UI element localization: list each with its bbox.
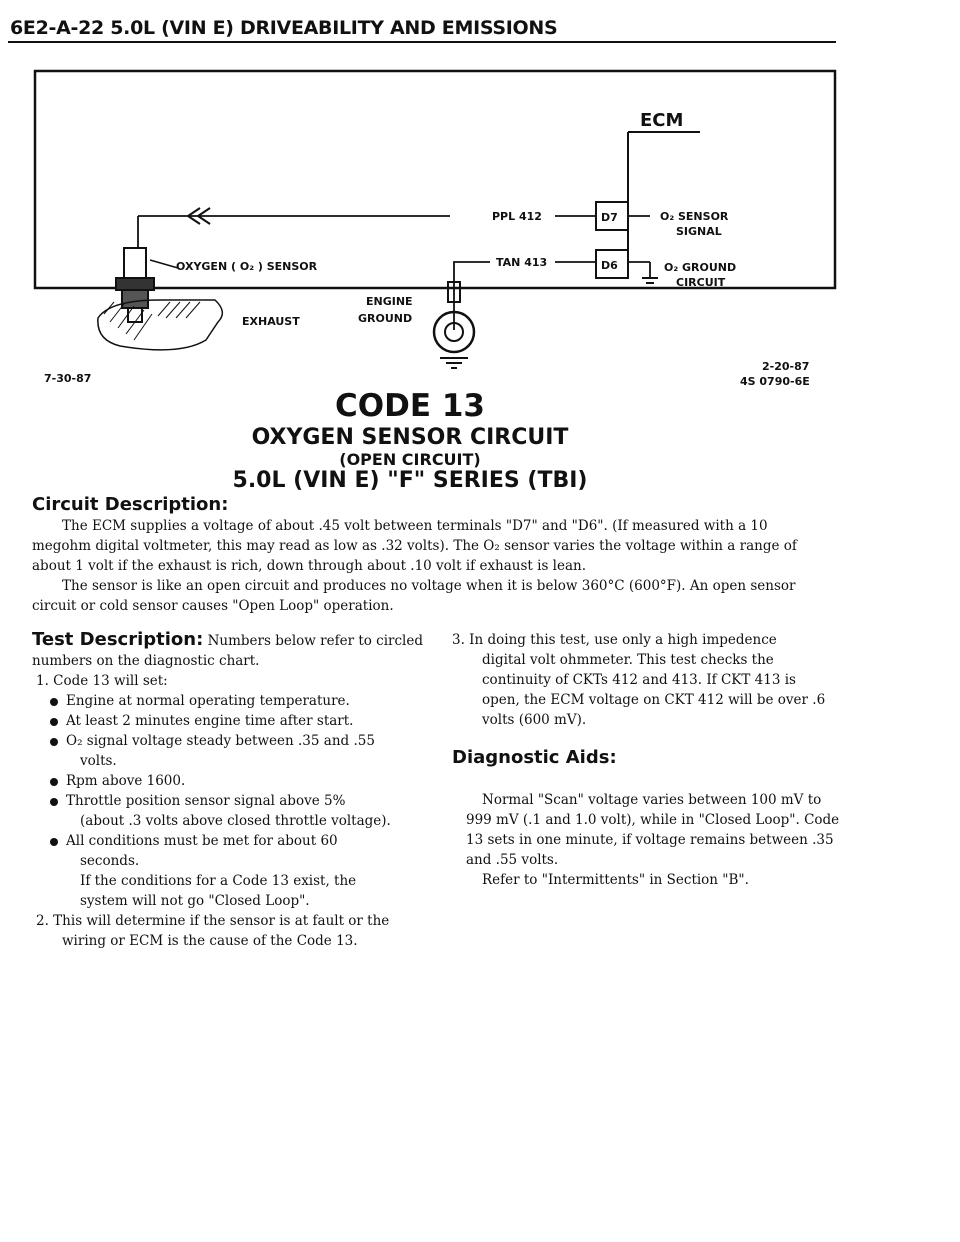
o2-signal-label-1: O₂ SENSOR <box>660 210 729 223</box>
exhaust-label: EXHAUST <box>242 315 300 328</box>
circuit-line: The sensor is like an open circuit and produces no voltage when it is below 360°C (600°F). An open sensor <box>62 578 796 594</box>
test-item-3: volts (600 mV). <box>482 712 587 728</box>
test-intro-text: Numbers below refer to circled <box>207 633 424 649</box>
bullet-icon <box>50 838 58 846</box>
o2-signal-label-2: SIGNAL <box>676 225 722 238</box>
wiring-diagram <box>0 0 960 400</box>
page-header-title: 6E2-A-22 5.0L (VIN E) DRIVEABILITY AND EMISSIONS <box>10 17 558 39</box>
wire-ppl-412-label: PPL 412 <box>492 210 542 223</box>
diagnostic-aids-text: and .55 volts. <box>466 852 559 868</box>
o2-ground-label-1: O₂ GROUND <box>664 261 737 274</box>
diagnostic-aids-text: Normal "Scan" voltage varies between 100 mV to <box>482 792 822 808</box>
wire-tan-413-label: TAN 413 <box>496 256 548 269</box>
right-column <box>452 630 872 890</box>
engine-ground-label-1: ENGINE <box>366 295 413 308</box>
test-bullet: Engine at normal operating temperature. <box>66 693 350 709</box>
diagnostic-aids-heading: Diagnostic Aids: <box>452 747 617 768</box>
bullet-icon <box>50 798 58 806</box>
exhaust-pipe-icon <box>98 300 223 350</box>
circuit-subtitle: (OPEN CIRCUIT) <box>339 450 481 469</box>
figure-number: 4S 0790-6E <box>740 375 810 388</box>
ecm-label: ECM <box>640 110 684 131</box>
circuit-line: megohm digital voltmeter, this may read as low as .32 volts). The O₂ sensor varies the voltage within a range of <box>32 538 797 554</box>
test-bullet: Throttle position sensor signal above 5% <box>66 793 346 809</box>
circuit-line: circuit or cold sensor causes "Open Loop" operation. <box>32 598 394 614</box>
terminal-d6-label: D6 <box>601 259 618 272</box>
date-right: 2-20-87 <box>762 360 810 373</box>
test-item-3: continuity of CKTs 412 and 413. If CKT 413 is <box>482 672 796 688</box>
circuit-description-text <box>32 516 872 616</box>
test-item-2: wiring or ECM is the cause of the Code 13. <box>62 933 358 949</box>
test-item-2: 2. This will determine if the sensor is at fault or the <box>36 913 390 929</box>
diagram-frame <box>35 71 835 288</box>
test-note: If the conditions for a Code 13 exist, the <box>80 873 357 889</box>
circuit-line: The ECM supplies a voltage of about .45 volt between terminals "D7" and "D6". (If measured with a 10 <box>62 518 768 534</box>
bullet-icon <box>50 698 58 706</box>
test-description-column <box>32 630 432 951</box>
date-left: 7-30-87 <box>44 372 92 385</box>
test-item-3: digital volt ohmmeter. This test checks the <box>482 652 774 668</box>
code-title: CODE 13 <box>335 388 485 424</box>
circuit-description-heading: Circuit Description: <box>32 494 229 515</box>
test-item-3: 3. In doing this test, use only a high impedence <box>452 632 777 648</box>
circuit-line: about 1 volt if the exhaust is rich, down through about .10 volt if exhaust is lean. <box>32 558 587 574</box>
o2-ground-label-2: CIRCUIT <box>676 276 726 289</box>
terminal-d7-label: D7 <box>601 211 618 224</box>
test-note: system will not go "Closed Loop". <box>80 893 310 909</box>
test-bullet: Rpm above 1600. <box>66 773 186 789</box>
bullet-icon <box>50 778 58 786</box>
diagnostic-aids-text: 999 mV (.1 and 1.0 volt), while in "Closed Loop". Code <box>466 812 840 828</box>
o2-sensor-icon <box>124 248 146 278</box>
test-bullet: At least 2 minutes engine time after start. <box>66 713 354 729</box>
test-bullet: O₂ signal voltage steady between .35 and .55 <box>66 733 375 749</box>
diagnostic-aids-text: Refer to "Intermittents" in Section "B". <box>482 872 749 888</box>
test-item-1: 1. Code 13 will set: <box>36 673 168 689</box>
test-bullet: (about .3 volts above closed throttle voltage). <box>80 813 391 829</box>
series-title: 5.0L (VIN E) "F" SERIES (TBI) <box>232 468 588 493</box>
diagnostic-aids-text: 13 sets in one minute, if voltage remains between .35 <box>466 832 834 848</box>
o2-sensor-label: OXYGEN ( O₂ ) SENSOR <box>176 260 318 273</box>
test-bullet: seconds. <box>80 853 140 869</box>
engine-ground-label-2: GROUND <box>358 312 413 325</box>
test-bullet: volts. <box>80 753 117 769</box>
bullet-icon <box>50 718 58 726</box>
test-description-heading: Test Description: <box>32 629 204 650</box>
test-intro-text: numbers on the diagnostic chart. <box>32 653 260 669</box>
test-bullet: All conditions must be met for about 60 <box>66 833 338 849</box>
bullet-icon <box>50 738 58 746</box>
test-item-3: open, the ECM voltage on CKT 412 will be over .6 <box>482 692 826 708</box>
circuit-title: OXYGEN SENSOR CIRCUIT <box>251 425 569 450</box>
